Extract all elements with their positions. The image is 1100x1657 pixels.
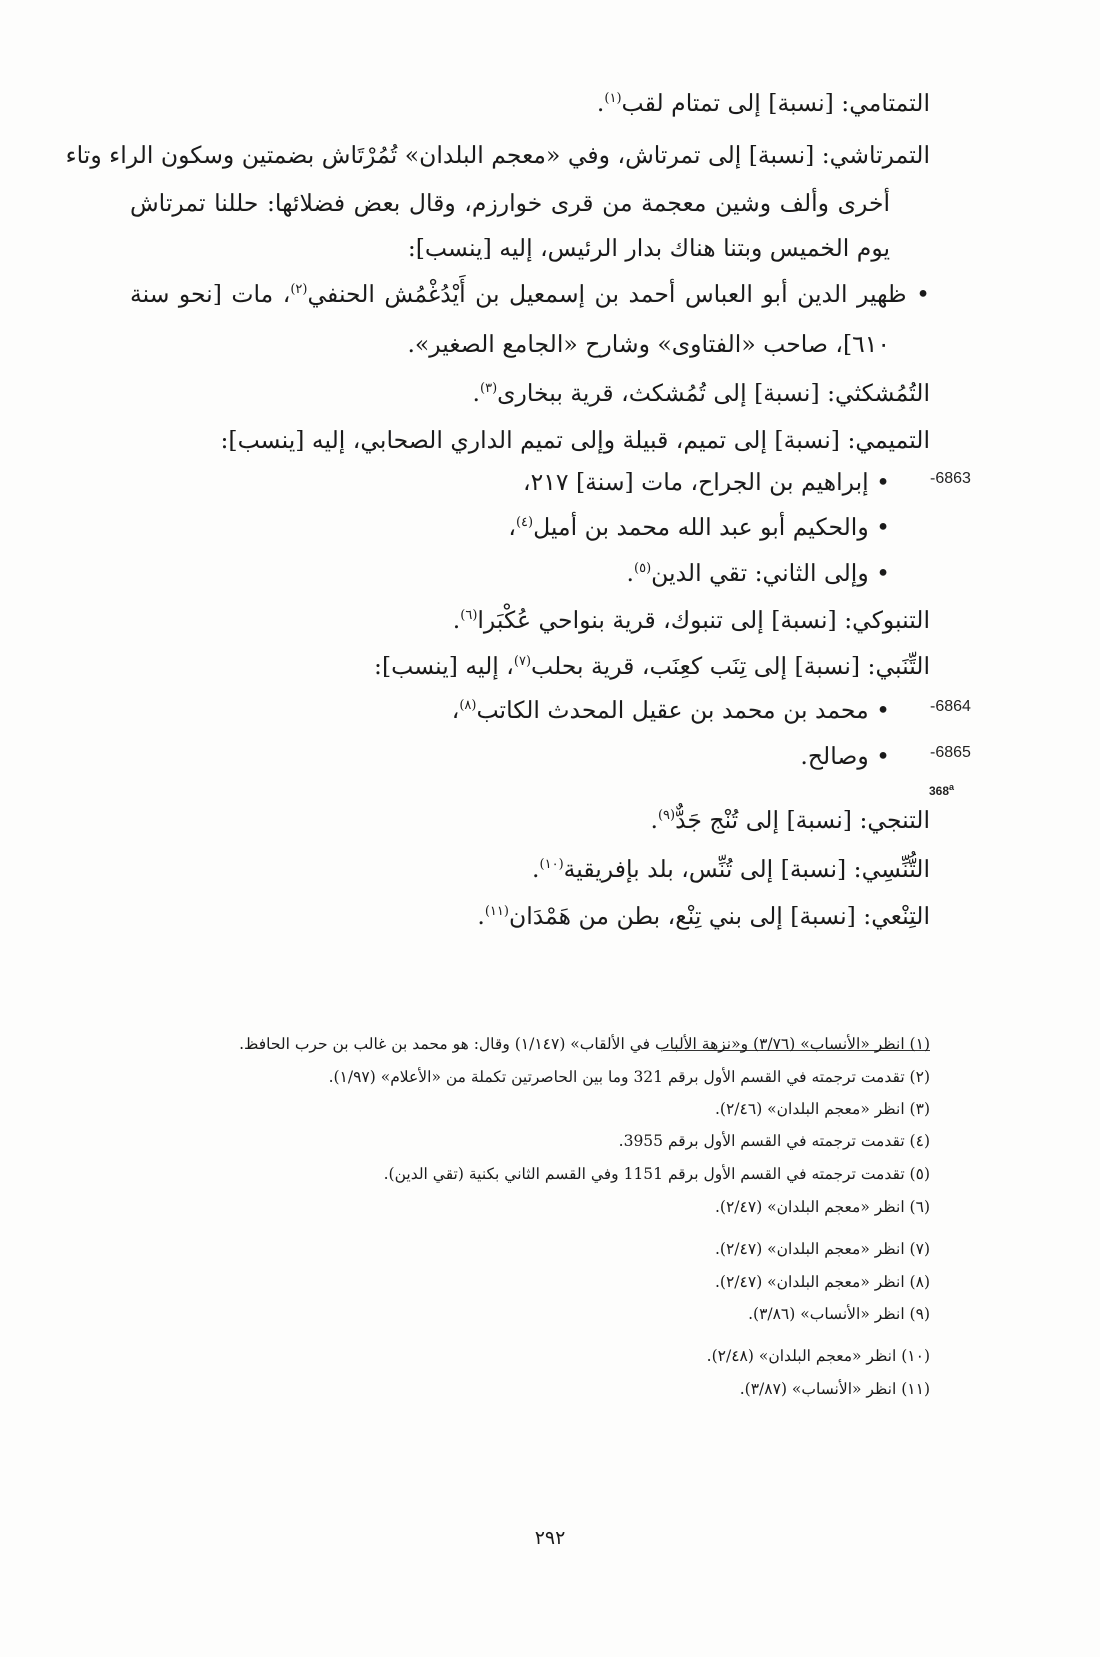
footnote-8: (٨) انظر «معجم البلدان» (٢/٤٧). [715, 1273, 930, 1291]
page-number: ٢٩٢ [534, 1527, 566, 1549]
entry-tinabi [374, 646, 930, 686]
entry-text: • وإلى الثاني: تقي الدين [651, 559, 890, 587]
entry-tamtami: التمتامي: [نسبة] إلى تمتام لقب$^{(١)}$. [596, 89, 930, 117]
footnote-9: (٩) انظر «الأنساب» (٣/٨٦). [748, 1305, 930, 1323]
entry-tumushkathi: التُمُشكثي: [نسبة] إلى تُمُشكث، قرية ببخارى$^{(٣)}$. [472, 379, 930, 407]
entry-number: -6863 [930, 470, 971, 487]
person-entry-muhammad: • محمد بن محمد بن عقيل المحدث الكاتب$^{(٨)}$، [451, 696, 890, 724]
entry-text: • محمد بن محمد بن عقيل المحدث الكاتب [476, 696, 890, 724]
person-entry-zahir-line1 [130, 274, 930, 314]
footnote-7: (٧) انظر «معجم البلدان» (٢/٤٧). [715, 1240, 930, 1258]
footnote-2: (٢) تقدمت ترجمته في القسم الأول برقم 321 وما بين الحاصرتين تكملة من «الأعلام» (١/٩٧). [328, 1068, 930, 1086]
footnote-ref: (٤) [515, 515, 534, 531]
person-entry-taqi: • وإلى الثاني: تقي الدين$^{(٥)}$. [626, 559, 890, 587]
entry-tanbuki: التنبوكي: [نسبة] إلى تنبوك، قرية بنواحي عُكْبَرا$^{(٦)}$. [452, 606, 930, 634]
entry-tin-i: التِنْعي: [نسبة] إلى بني تِنْع، بطن من هَمْدَان$^{(١١)}$. [477, 902, 930, 930]
entry-tunji: التنجي: [نسبة] إلى تُنْج جَدٌّ$^{(٩)}$. [650, 806, 930, 834]
footnote-ref: (٢) [290, 282, 308, 298]
person-entry-salih: • وصالح. [800, 742, 890, 770]
entry-text: ، إليه [ينسب]: [374, 652, 514, 680]
footnote-ref: (١١) [484, 904, 509, 920]
entry-text: التمتامي: [نسبة] إلى تمتام لقب [621, 89, 930, 117]
entry-tamimi: التميمي: [نسبة] إلى تميم، قبيلة وإلى تميم الداري الصحابي، إليه [ينسب]: [220, 426, 930, 454]
entry-tamartashi-line2: أخرى وألف وشين معجمة من قرى خوارزم، وقال بعض فضلائها: حللنا تمرتاش [130, 189, 890, 217]
footnote-10: (١٠) انظر «معجم البلدان» (٢/٤٨). [706, 1347, 930, 1365]
entry-number: -6864 [930, 698, 971, 715]
entry-tamartashi-line1: التمرتاشي: [نسبة] إلى تمرتاش، وفي «معجم البلدان» تُمُرْتَاش بضمتين وسكون الراء وتاء [65, 141, 930, 169]
entry-text: • والحكيم أبو عبد الله محمد بن أميل [533, 513, 890, 541]
footnote-6: (٦) انظر «معجم البلدان» (٢/٤٧). [715, 1198, 930, 1216]
entry-text: التُمُشكثي: [نسبة] إلى تُمُشكث، قرية ببخارى [497, 379, 930, 407]
footnote-4: (٤) تقدمت ترجمته في القسم الأول برقم 3955. [618, 1132, 930, 1150]
person-entry-ibrahim: • إبراهيم بن الجراح، مات [سنة] ٢١٧، [523, 468, 890, 496]
person-entry-hakim: • والحكيم أبو عبد الله محمد بن أميل$^{(٤)}$، [508, 513, 890, 541]
footnote-ref: (٧) [513, 654, 532, 670]
entry-text: التنجي: [نسبة] إلى تُنْج جَدٌّ [675, 806, 930, 834]
footnote-3: (٣) انظر «معجم البلدان» (٢/٤٦). [715, 1100, 930, 1118]
entry-text: التِنْعي: [نسبة] إلى بني تِنْع، بطن من هَمْدَان [508, 902, 930, 930]
footnote-1: (١) انظر «الأنساب» (٣/٧٦) و«نزهة الألباب في الألقاب» (١/١٤٧) وقال: هو محمد بن غالب بن حرب الحافظ. [239, 1035, 930, 1053]
footnote-ref: (٥) [634, 561, 652, 577]
footnote-ref: (٦) [460, 608, 478, 624]
footnote-11: (١١) انظر «الأنساب» (٣/٨٧). [739, 1380, 930, 1398]
entry-text: التِّنَبي: [نسبة] إلى تِنَب كعِنَب، قرية بحلب [531, 652, 930, 680]
entry-tamartashi-line3: يوم الخميس وبتنا هناك بدار الرئيس، إليه [ينسب]: [407, 234, 890, 262]
entry-number: -6865 [930, 744, 971, 761]
footnote-ref: (١) [604, 91, 622, 107]
footnote-ref: (٩) [657, 808, 676, 824]
entry-text: ، مات [نحو سنة [130, 280, 291, 308]
entry-tunnisi: التُّنِّسِي: [نسبة] إلى تُنِّس، بلد بإفريقية$^{(١٠)}$. [532, 855, 930, 883]
footnote-ref: (١٠) [539, 857, 564, 873]
footnote-ref: (٨) [459, 698, 477, 714]
entry-text: التُّنِّسِي: [نسبة] إلى تُنِّس، بلد بإفريقية [563, 855, 930, 883]
entry-text: التنبوكي: [نسبة] إلى تنبوك، قرية بنواحي عُكْبَرا [477, 606, 930, 634]
entry-text: • ظهير الدين أبو العباس أحمد بن إسمعيل بن أَيْدُغْمُش الحنفي [307, 280, 930, 308]
footnote-5: (٥) تقدمت ترجمته في القسم الأول برقم 1151 وفي القسم الثاني بكنية (تقي الدين). [383, 1165, 930, 1183]
footnote-ref: (٣) [480, 381, 498, 397]
person-entry-zahir-line2: ٦١٠]، صاحب «الفتاوى» وشارح «الجامع الصغير». [407, 330, 890, 358]
folio-marker: 368$^a$ [929, 782, 955, 798]
